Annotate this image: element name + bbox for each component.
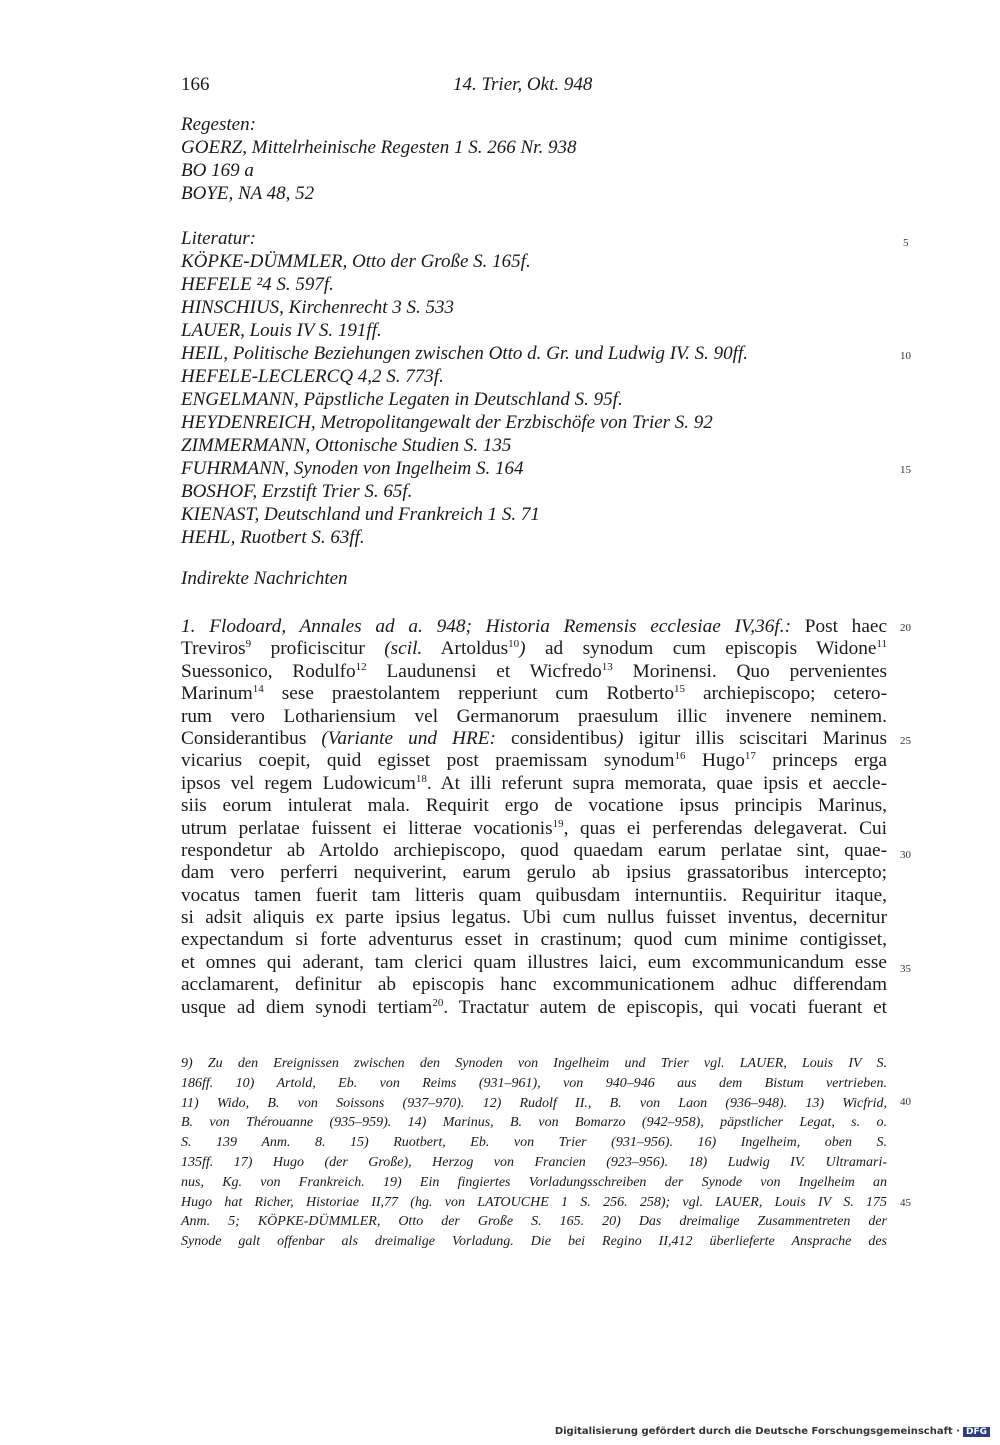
footnote-line: 11) Wido, B. von Soissons (937–970). 12) Rudolf II., B. von Laon (936–948). 13) Wicfrid,	[181, 1095, 887, 1111]
literatur-item: BOSHOF, Erzstift Trier S. 65f.	[181, 481, 413, 502]
literatur-item: HINSCHIUS, Kirchenrecht 3 S. 533	[181, 297, 455, 318]
literatur-section	[181, 228, 748, 550]
footnote-ref: 10	[508, 638, 520, 651]
footnote-line: B. von Thérouanne (935–959). 14) Marinus, B. von Bomarzo (942–958), päpstlicher Legat, s. o.	[181, 1115, 887, 1131]
source-citation: 1. Flodoard, Annales ad a. 948; Historia Remensis ecclesiae IV,36f.:	[181, 616, 791, 637]
text-segment: ipsos vel regem Ludowicum	[181, 772, 416, 794]
text-line: acclamarent, definitur ab episcopis hanc excommunicationem adhuc differendam	[181, 974, 887, 996]
text-segment: Artoldus	[422, 638, 509, 660]
text-segment: vicarius coepit, quid egisset post praemissam synodum	[181, 750, 675, 772]
page-number: 166	[181, 74, 210, 95]
footer-text: Digitalisierung gefördert durch die Deutsche Forschungsgemeinschaft ·	[554, 1426, 960, 1437]
funding-footer	[555, 1426, 990, 1437]
text-line: expectandum si forte adventurus esset in crastinum; quod cum minime contigisset,	[181, 929, 887, 951]
footnote-line: S. 139 Anm. 8. 15) Ruotbert, Eb. von Trier (931–956). 16) Ingelheim, oben S.	[181, 1135, 887, 1151]
line-number: 35	[900, 963, 911, 975]
text-line	[181, 818, 887, 840]
footnote-line: Hugo hat Richer, Historiae II,77 (hg. von LATOUCHE 1 S. 256. 258); vgl. LAUER, Louis IV S. 175	[181, 1194, 887, 1210]
footnote-line: Synode galt offenbar als dreimalige Vorladung. Die bei Regino II,412 überlieferte Ansprache des	[181, 1234, 887, 1250]
text-line: 1. Flodoard, Annales ad a. 948; Historia Remensis ecclesiae IV,36f.: Post haec	[181, 616, 887, 637]
text-line	[181, 750, 887, 772]
main-text	[181, 616, 887, 1019]
text-segment: considentibus	[495, 727, 618, 749]
literatur-item: KÖPKE-DÜMMLER, Otto der Große S. 165f.	[181, 251, 531, 272]
text-segment: sese praestolantem repperiunt cum Rotberto	[263, 683, 675, 705]
footnote-ref: 20	[432, 996, 444, 1009]
text-segment: Treviros	[181, 638, 246, 660]
text-segment: Suessonico, Rodulfo	[181, 660, 356, 682]
line-number: 30	[900, 849, 911, 861]
footnote-line: 9) Zu den Ereignissen zwischen den Synoden von Ingelheim und Trier vgl. LAUER, Louis IV S.	[181, 1056, 887, 1071]
literatur-item: HEFELE ²4 S. 597f.	[181, 274, 334, 295]
footnote-ref: 16	[674, 750, 686, 763]
line-number: 10	[900, 350, 911, 362]
literatur-item: HEYDENREICH, Metropolitangewalt der Erzbischöfe von Trier S. 92	[181, 412, 713, 433]
text-segment: usque ad diem synodi tertiam	[181, 996, 433, 1018]
literatur-item: LAUER, Louis IV S. 191ff.	[181, 320, 382, 341]
text-segment: archiepiscopo; cetero-	[685, 683, 887, 705]
footnote-ref: 9	[245, 638, 252, 651]
literatur-item: HEFELE-LECLERCQ 4,2 S. 773f.	[181, 366, 444, 387]
section-heading: Indirekte Nachrichten	[181, 568, 348, 589]
text-line: respondetur ab Artoldo archiepiscopo, quod quaedam earum perlatae sint, quae-	[181, 839, 887, 861]
text-segment: proficiscitur	[251, 638, 385, 660]
footnote-ref: 14	[252, 683, 264, 696]
text-segment: Laudunensi et Wicfredo	[366, 660, 602, 682]
literatur-item: HEIL, Politische Beziehungen zwischen Otto d. Gr. und Ludwig IV. S. 90ff.	[181, 343, 748, 364]
text-line	[181, 773, 887, 795]
text-segment: . Tractatur autem de episcopis, qui vocati fuerant et	[443, 996, 887, 1018]
line-number: 45	[900, 1197, 911, 1209]
text-line: rum vero Lothariensium vel Germanorum praesulum illic invenere neminem.	[181, 705, 887, 727]
literatur-item: HEHL, Ruotbert S. 63ff.	[181, 527, 365, 548]
literatur-item: ENGELMANN, Päpstliche Legaten in Deutschland S. 95f.	[181, 389, 623, 410]
text-line: si adsit aliquis ex parte ipsius legatus. Ubi cum nullus fuisset inventus, decernitur	[181, 907, 887, 929]
text-segment: igitur illis sciscitari Marinus	[623, 727, 888, 749]
regesten-item: BO 169 a	[181, 160, 254, 181]
literatur-item: FUHRMANN, Synoden von Ingelheim S. 164	[181, 458, 524, 479]
text-line	[181, 683, 887, 705]
text-line: dam vero perferri nequiverint, earum gerulo ab ipsius grassatoribus intercepto;	[181, 862, 887, 884]
text-segment: Considerantibus	[181, 727, 322, 749]
line-number: 40	[900, 1096, 911, 1108]
line-number: 25	[900, 735, 911, 747]
footnote-ref: 13	[601, 660, 613, 673]
footnote-ref: 11	[876, 638, 887, 651]
text-line	[181, 728, 887, 750]
text-line	[181, 661, 887, 683]
footnotes	[181, 1054, 887, 1252]
text-segment: utrum perlatae fuissent ei litterae vocationis	[181, 817, 553, 839]
footnote-line: 135ff. 17) Hugo (der Große), Herzog von Francien (923–956). 18) Ludwig IV. Ultramari-	[181, 1154, 887, 1170]
literatur-heading: Literatur:	[181, 228, 256, 249]
text-line	[181, 638, 887, 660]
italic-text: (Variante und HRE:	[321, 727, 496, 749]
literatur-item: KIENAST, Deutschland und Frankreich 1 S. 71	[181, 504, 540, 525]
text-segment: Morinensi. Quo pervenientes	[612, 660, 887, 682]
literatur-item: ZIMMERMANN, Ottonische Studien S. 135	[181, 435, 512, 456]
line-number: 5	[903, 237, 909, 249]
footnote-ref: 12	[355, 660, 367, 673]
regesten-heading: Regesten:	[181, 114, 256, 135]
text-line: siis eorum intulerat mala. Requirit ergo de vocatione ipsus principis Marinus,	[181, 795, 887, 817]
footnote-line: 186ff. 10) Artold, Eb. von Reims (931–961), von 940–946 aus dem Bistum vertrieben.	[181, 1075, 887, 1091]
footnote-line: Anm. 5; KÖPKE-DÜMMLER, Otto der Große S. 165. 20) Das dreimalige Zusammentreten der	[181, 1214, 887, 1230]
line-number: 15	[900, 464, 911, 476]
text-segment: ad synodum cum episcopis Widone	[525, 638, 877, 660]
text-segment: , quas ei perferendas delegaverat. Cui	[563, 817, 887, 839]
regesten-item: BOYE, NA 48, 52	[181, 183, 315, 204]
italic-text: )	[519, 638, 526, 660]
text-segment: Marinum	[181, 683, 253, 705]
text-line: vocatus tamen fuerit tam litteris quam quibusdam internuntiis. Requiritur itaque,	[181, 884, 887, 906]
italic-text: )	[617, 727, 624, 749]
footnote-ref: 17	[744, 750, 756, 763]
line-number: 20	[900, 622, 911, 634]
text-line: et omnes qui aderant, tam clerici quam illustres laici, eum excommunicandum esse	[181, 951, 887, 973]
regesten-section	[181, 114, 576, 206]
footnote-line: nus, Kg. von Frankreich. 19) Ein fingiertes Vorladungsschreiben der Synode von Ingelheim an	[181, 1174, 887, 1190]
text-segment: Hugo	[685, 750, 745, 772]
regesten-item: GOERZ, Mittelrheinische Regesten 1 S. 266 Nr. 938	[181, 137, 577, 158]
text-segment: . At illi referunt supra memorata, quae ipsis et aeccle-	[426, 772, 888, 794]
text-segment: princeps erga	[755, 750, 887, 772]
footnote-ref: 18	[415, 772, 427, 785]
footnote-ref: 15	[674, 683, 686, 696]
running-title: 14. Trier, Okt. 948	[453, 74, 593, 95]
text-line	[181, 997, 887, 1019]
italic-text: (scil.	[384, 638, 423, 660]
footnote-ref: 19	[552, 817, 564, 830]
dfg-logo: DFG	[963, 1427, 990, 1437]
